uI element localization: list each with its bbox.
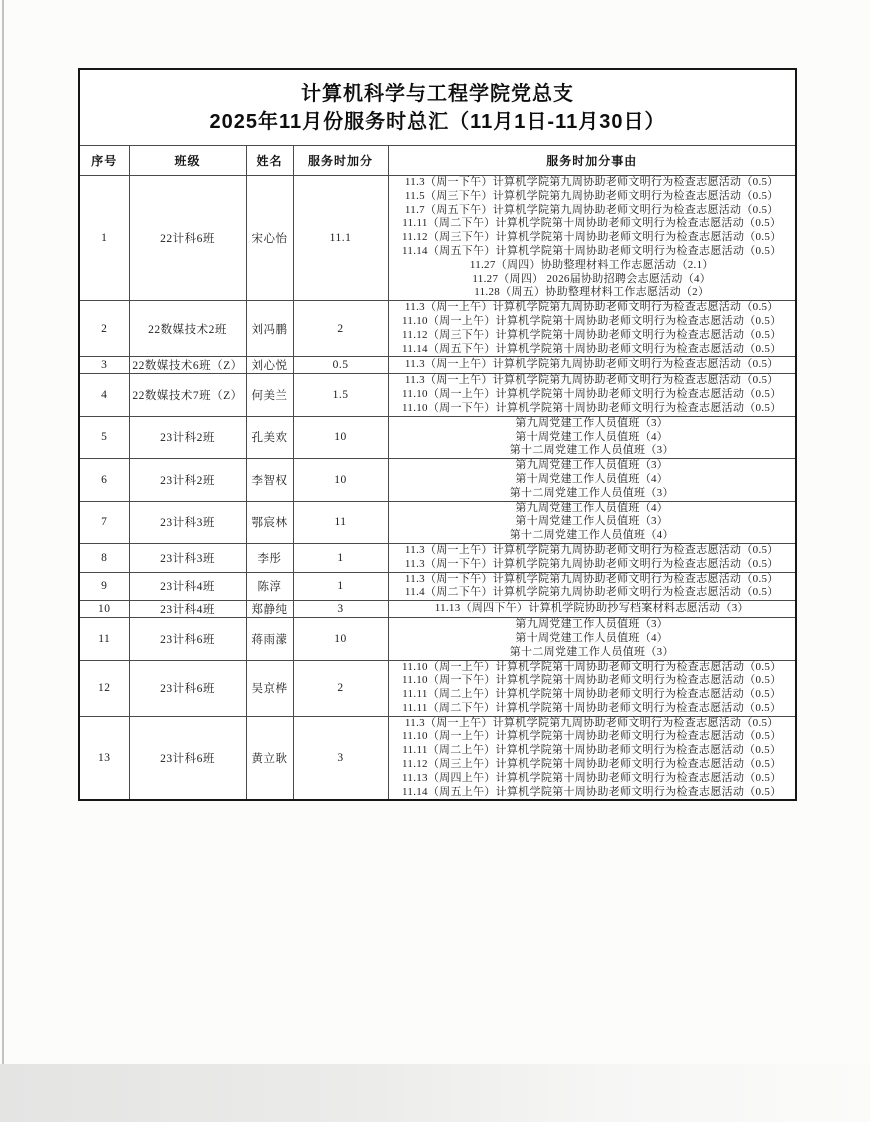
cell-name: 李彤 — [246, 543, 293, 572]
cell-points: 10 — [293, 459, 388, 501]
cell-reasons — [388, 459, 796, 501]
cell-class: 23计科6班 — [129, 660, 246, 716]
cell-points: 3 — [293, 716, 388, 800]
cell-class: 22数媒技术2班 — [129, 301, 246, 357]
cell-class: 23计科4班 — [129, 601, 246, 618]
table-row — [79, 601, 796, 618]
reason-line: 11.13（周四上午）计算机学院第十周协助老师文明行为检查志愿活动（0.5） — [402, 771, 782, 784]
reason-line: 11.11（周二上午）计算机学院第十周协助老师文明行为检查志愿活动（0.5） — [402, 688, 782, 701]
cell-reasons — [388, 716, 796, 800]
col-header-no: 序号 — [79, 146, 129, 176]
table-row — [79, 618, 796, 660]
reason-line: 11.10（周一上午）计算机学院第十周协助老师文明行为检查志愿活动（0.5） — [402, 660, 782, 673]
cell-reasons — [388, 501, 796, 543]
table-row — [79, 543, 796, 572]
table-row — [79, 357, 796, 374]
reason-line: 11.27（周四） 2026届协助招聘会志愿活动（4） — [472, 272, 712, 285]
col-header-reasons: 服务时加分事由 — [388, 146, 796, 176]
table-row — [79, 176, 796, 301]
cell-row-number: 6 — [79, 459, 129, 501]
title-line-2: 2025年11月份服务时总汇（11月1日-11月30日） — [209, 111, 666, 133]
reason-line: 第十周党建工作人员值班（4） — [515, 631, 669, 644]
cell-class: 23计科6班 — [129, 716, 246, 800]
reason-line: 11.10（周一上午）计算机学院第十周协助老师文明行为检查志愿活动（0.5） — [402, 730, 782, 743]
reason-line: 11.7（周五下午）计算机学院第九周协助老师文明行为检查志愿活动（0.5） — [404, 203, 779, 216]
reason-line: 11.10（周一上午）计算机学院第十周协助老师文明行为检查志愿活动（0.5） — [402, 388, 782, 401]
reason-line: 第十二周党建工作人员值班（3） — [509, 645, 674, 658]
table-row — [79, 716, 796, 800]
reason-line: 11.10（周一下午）计算机学院第十周协助老师文明行为检查志愿活动（0.5） — [402, 674, 782, 687]
table-row — [79, 660, 796, 716]
cell-class: 22数媒技术7班（Z） — [129, 374, 246, 416]
table-row — [79, 301, 796, 357]
cell-points: 2 — [293, 660, 388, 716]
cell-row-number: 13 — [79, 716, 129, 800]
cell-reasons — [388, 301, 796, 357]
reason-line: 第九周党建工作人员值班（3） — [515, 416, 669, 429]
reason-line: 11.14（周五下午）计算机学院第十周协助老师文明行为检查志愿活动（0.5） — [402, 244, 782, 257]
reason-line: 11.3（周一上午）计算机学院第九周协助老师文明行为检查志愿活动（0.5） — [404, 301, 779, 314]
reason-line: 第九周党建工作人员值班（3） — [515, 618, 669, 631]
reason-line: 11.5（周三下午）计算机学院第九周协助老师文明行为检查志愿活动（0.5） — [404, 189, 779, 202]
reason-line: 11.12（周三上午）计算机学院第十周协助老师文明行为检查志愿活动（0.5） — [402, 758, 782, 771]
col-header-points: 服务时加分 — [293, 146, 388, 176]
page-edge-line — [2, 0, 4, 1122]
reason-line: 第九周党建工作人员值班（3） — [515, 459, 669, 472]
reason-line: 11.3（周一上午）计算机学院第九周协助老师文明行为检查志愿活动（0.5） — [404, 374, 779, 387]
cell-row-number: 7 — [79, 501, 129, 543]
cell-class: 23计科6班 — [129, 618, 246, 660]
cell-points: 10 — [293, 618, 388, 660]
reason-line: 11.11（周二上午）计算机学院第十周协助老师文明行为检查志愿活动（0.5） — [402, 744, 782, 757]
cell-points: 2 — [293, 301, 388, 357]
cell-name: 吴京桦 — [246, 660, 293, 716]
cell-row-number: 1 — [79, 176, 129, 301]
cell-reasons — [388, 374, 796, 416]
cell-name: 刘心悦 — [246, 357, 293, 374]
reason-line: 第十二周党建工作人员值班（3） — [509, 444, 674, 457]
cell-row-number: 12 — [79, 660, 129, 716]
title-row — [79, 69, 796, 146]
reason-line: 11.13（周四下午）计算机学院协助抄写档案材料志愿活动（3） — [434, 602, 749, 615]
cell-points: 1 — [293, 572, 388, 601]
cell-name: 宋心怡 — [246, 176, 293, 301]
cell-name: 李智权 — [246, 459, 293, 501]
cell-class: 22计科6班 — [129, 176, 246, 301]
reason-line: 11.14（周五下午）计算机学院第十周协助老师文明行为检查志愿活动（0.5） — [402, 342, 782, 355]
reason-line: 11.27（周四）协助整理材料工作志愿活动（2.1） — [469, 258, 714, 271]
title-line-1: 计算机科学与工程学院党总支 — [301, 83, 574, 105]
cell-reasons — [388, 660, 796, 716]
cell-class: 23计科4班 — [129, 572, 246, 601]
cell-name: 蒋雨濛 — [246, 618, 293, 660]
cell-reasons — [388, 618, 796, 660]
cell-points: 10 — [293, 416, 388, 458]
cell-class: 23计科2班 — [129, 416, 246, 458]
col-header-class: 班级 — [129, 146, 246, 176]
cell-row-number: 5 — [79, 416, 129, 458]
cell-class: 22数媒技术6班（Z） — [129, 357, 246, 374]
service-hours-summary-table — [78, 68, 797, 801]
reason-line: 第十二周党建工作人员值班（3） — [509, 486, 674, 499]
cell-row-number: 11 — [79, 618, 129, 660]
cell-class: 23计科3班 — [129, 501, 246, 543]
reason-line: 11.3（周一下午）计算机学院第九周协助老师文明行为检查志愿活动（0.5） — [404, 557, 779, 570]
cell-points: 1.5 — [293, 374, 388, 416]
table-row — [79, 501, 796, 543]
cell-row-number: 9 — [79, 572, 129, 601]
reason-line: 11.3（周一上午）计算机学院第九周协助老师文明行为检查志愿活动（0.5） — [404, 543, 779, 556]
table-row — [79, 374, 796, 416]
cell-name: 何美兰 — [246, 374, 293, 416]
reason-line: 11.3（周一下午）计算机学院第九周协助老师文明行为检查志愿活动（0.5） — [404, 572, 779, 585]
cell-reasons — [388, 572, 796, 601]
reason-line: 11.10（周一下午）计算机学院第十周协助老师文明行为检查志愿活动（0.5） — [402, 401, 782, 414]
reason-line: 第十周党建工作人员值班（4） — [515, 472, 669, 485]
reason-line: 11.14（周五上午）计算机学院第十周协助老师文明行为检查志愿活动（0.5） — [402, 785, 782, 798]
cell-reasons — [388, 176, 796, 301]
reason-line: 11.3（周一下午）计算机学院第九周协助老师文明行为检查志愿活动（0.5） — [404, 176, 779, 188]
header-row — [79, 146, 796, 176]
cell-class: 23计科2班 — [129, 459, 246, 501]
cell-row-number: 4 — [79, 374, 129, 416]
reason-line: 11.11（周二下午）计算机学院第十周协助老师文明行为检查志愿活动（0.5） — [402, 701, 782, 714]
cell-name: 陈淳 — [246, 572, 293, 601]
reason-line: 第十周党建工作人员值班（4） — [515, 430, 669, 443]
table-body — [79, 176, 796, 801]
col-header-name: 姓名 — [246, 146, 293, 176]
reason-line: 11.12（周三下午）计算机学院第十周协助老师文明行为检查志愿活动（0.5） — [402, 328, 782, 341]
reason-line: 11.4（周二下午）计算机学院第九周协助老师文明行为检查志愿活动（0.5） — [404, 586, 779, 599]
table-row — [79, 459, 796, 501]
cell-name: 郑静纯 — [246, 601, 293, 618]
cell-points: 11.1 — [293, 176, 388, 301]
cell-name: 孔美欢 — [246, 416, 293, 458]
table-title — [79, 69, 796, 146]
reason-line: 11.10（周一上午）计算机学院第十周协助老师文明行为检查志愿活动（0.5） — [402, 314, 782, 327]
reason-line: 第十周党建工作人员值班（3） — [515, 515, 669, 528]
cell-reasons — [388, 601, 796, 618]
cell-points: 3 — [293, 601, 388, 618]
cell-row-number: 8 — [79, 543, 129, 572]
cell-class: 23计科3班 — [129, 543, 246, 572]
reason-line: 11.3（周一上午）计算机学院第九周协助老师文明行为检查志愿活动（0.5） — [404, 716, 779, 729]
reason-line: 11.28（周五）协助整理材料工作志愿活动（2） — [474, 286, 710, 299]
cell-reasons — [388, 357, 796, 374]
table-row — [79, 572, 796, 601]
cell-points: 11 — [293, 501, 388, 543]
cell-name: 黄立耿 — [246, 716, 293, 800]
cell-name: 鄂宸林 — [246, 501, 293, 543]
cell-name: 刘冯鹏 — [246, 301, 293, 357]
reason-line: 第十二周党建工作人员值班（4） — [509, 529, 674, 542]
table-row — [79, 416, 796, 458]
reason-line: 11.11（周二下午）计算机学院第十周协助老师文明行为检查志愿活动（0.5） — [402, 217, 782, 230]
cell-reasons — [388, 543, 796, 572]
cell-points: 1 — [293, 543, 388, 572]
bottom-scan-shading — [0, 1064, 870, 1122]
reason-line: 11.3（周一上午）计算机学院第九周协助老师文明行为检查志愿活动（0.5） — [404, 358, 779, 371]
cell-points: 0.5 — [293, 357, 388, 374]
cell-row-number: 3 — [79, 357, 129, 374]
reason-line: 11.12（周三下午）计算机学院第十周协助老师文明行为检查志愿活动（0.5） — [402, 231, 782, 244]
reason-line: 第九周党建工作人员值班（4） — [515, 501, 669, 514]
cell-row-number: 10 — [79, 601, 129, 618]
cell-row-number: 2 — [79, 301, 129, 357]
cell-reasons — [388, 416, 796, 458]
